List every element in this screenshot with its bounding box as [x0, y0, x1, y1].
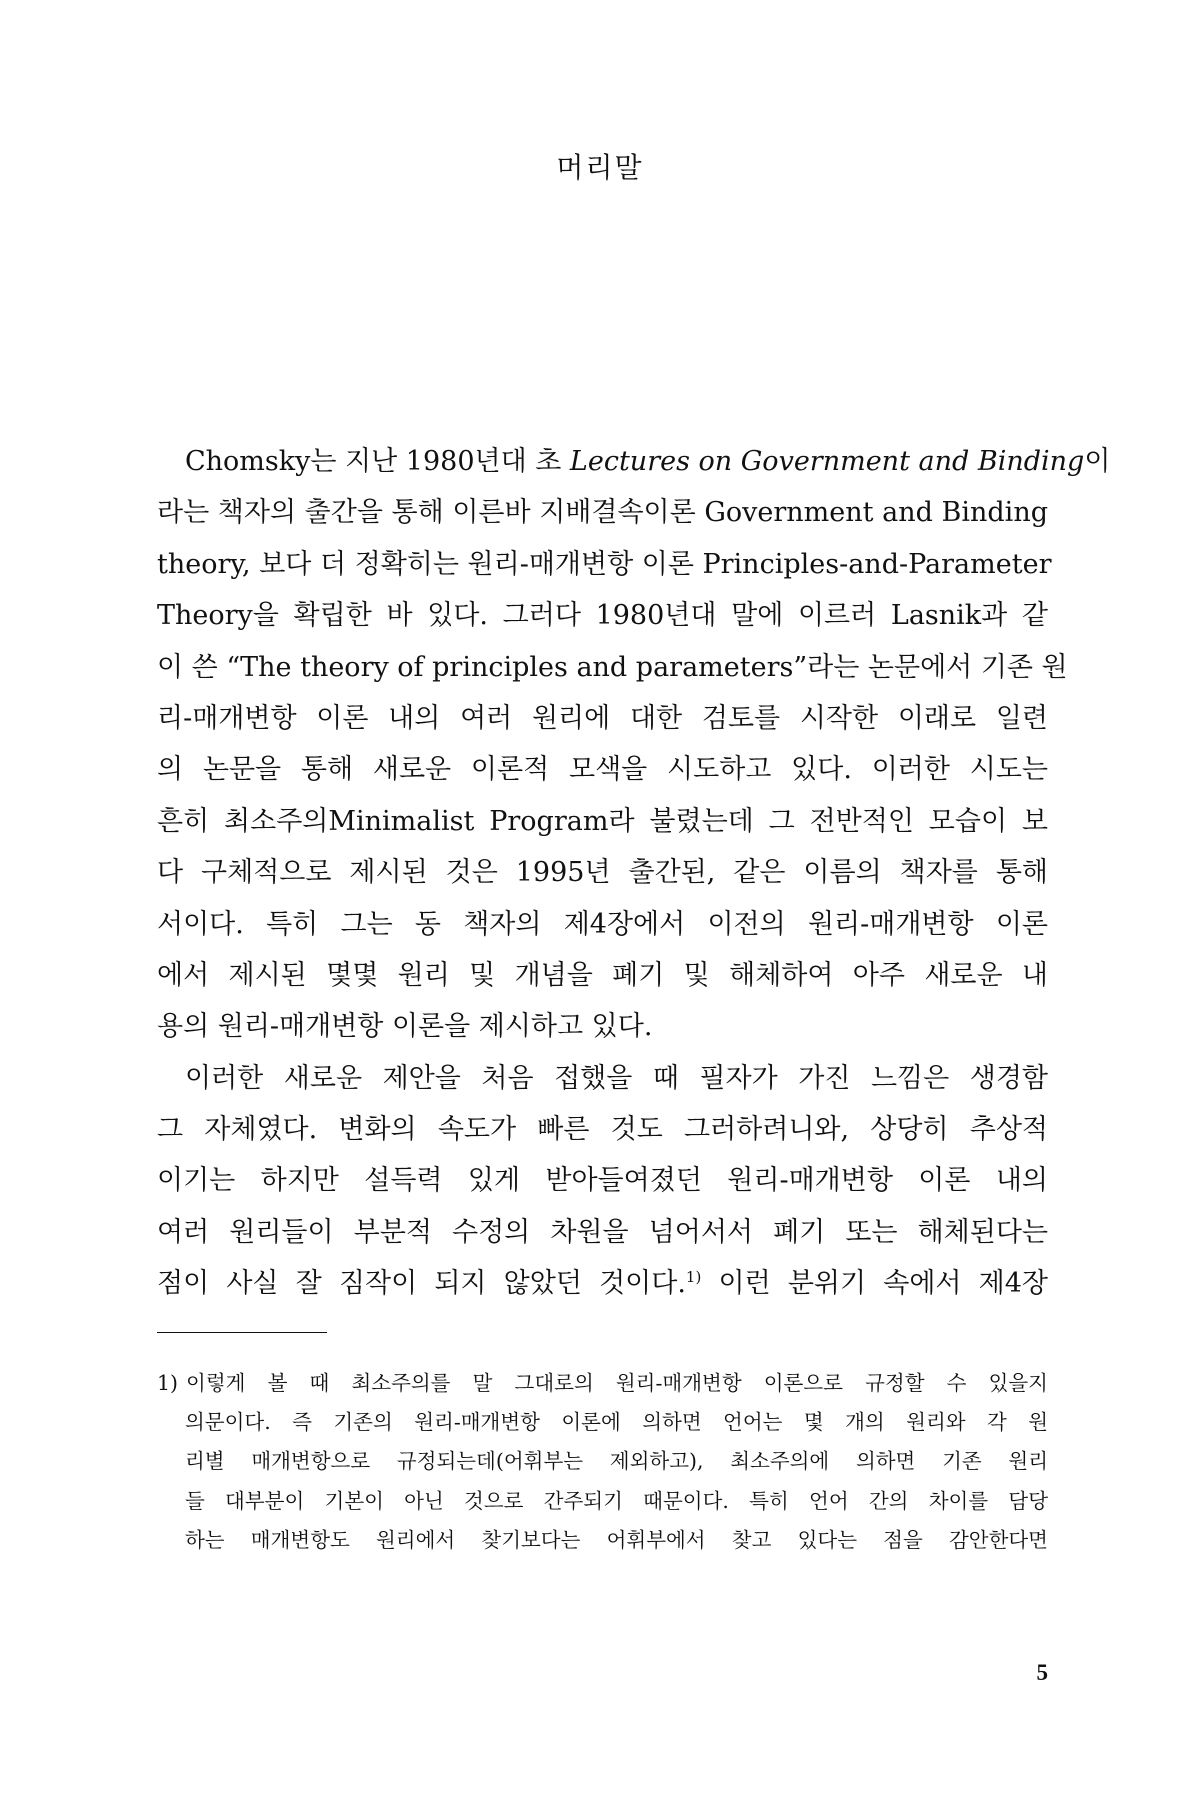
body-line: 흔히 최소주의Minimalist Program라 불렸는데 그 전반적인 모습이 보: [157, 805, 1048, 837]
body-text-segment: 점이 사실 잘 짐작이 되지 않았던 것이다.: [157, 1268, 686, 1300]
body-line: 리-매개변항 이론 내의 여러 원리에 대한 검토를 시작한 이래로 일련: [157, 702, 1048, 734]
body-text-segment: Chomsky는 지난 1980년대 초: [185, 446, 570, 477]
footnote-line: [157, 1364, 1048, 1403]
body-text-segment: 이: [1084, 446, 1111, 477]
footnote-line: 리별 매개변항으로 규정되는데(어휘부는 제외하고), 최소주의에 의하면 기존 원리: [185, 1449, 1048, 1474]
body-line: Theory을 확립한 바 있다. 그러다 1980년대 말에 이르러 Lasnik과 같: [157, 600, 1048, 632]
body-line: 에서 제시된 몇몇 원리 및 개념을 폐기 및 해체하여 아주 새로운 내: [157, 959, 1048, 991]
footnote-line: 의문이다. 즉 기존의 원리-매개변항 이론에 의하면 언어는 몇 개의 원리와 각 원: [185, 1410, 1048, 1435]
body-line: 의 논문을 통해 새로운 이론적 모색을 시도하고 있다. 이러한 시도는: [157, 754, 1048, 786]
page-title: 머리말: [556, 151, 644, 184]
body-line: 이러한 새로운 제안을 처음 접했을 때 필자가 가진 느낌은 생경함: [185, 1062, 1048, 1094]
body-line: 용의 원리-매개변항 이론을 제시하고 있다.: [157, 1011, 653, 1043]
body-line: 그 자체였다. 변화의 속도가 빠른 것도 그러하려니와, 상당히 추상적: [157, 1114, 1048, 1146]
book-title-italic: Lectures on Government and Binding: [569, 446, 1085, 477]
body-line: 이기는 하지만 설득력 있게 받아들여졌던 원리-매개변항 이론 내의: [157, 1165, 1048, 1197]
footnote-line: 하는 매개변항도 원리에서 찾기보다는 어휘부에서 찾고 있다는 점을 감안한다면: [185, 1527, 1048, 1552]
page-number: 5: [1036, 1660, 1048, 1685]
main-body-text: [157, 436, 1111, 1310]
footnote: [157, 1364, 1048, 1560]
body-line: 여러 원리들이 부분적 수정의 차원을 넘어서서 폐기 또는 해체된다는: [157, 1216, 1048, 1248]
footnote-number: 1): [157, 1371, 179, 1395]
body-text-segment: 이런 분위기 속에서 제4장: [701, 1268, 1049, 1300]
body-line: [157, 1258, 1048, 1309]
body-line: 서이다. 특히 그는 동 책자의 제4장에서 이전의 원리-매개변항 이론: [157, 908, 1048, 940]
body-line: [157, 436, 1111, 487]
footnote-line: 들 대부분이 기본이 아닌 것으로 간주되기 때문이다. 특히 언어 간의 차이를 담당: [185, 1488, 1048, 1513]
body-line: 이 쓴 “The theory of principles and parameters”라는 논문에서 기존 원: [157, 651, 1068, 683]
footnote-text: 이렇게 볼 때 최소주의를 말 그대로의 원리-매개변항 이론으로 규정할 수 있을지: [186, 1371, 1048, 1395]
body-line: 라는 책자의 출간을 통해 이른바 지배결속이론 Government and Binding: [157, 497, 1048, 529]
body-line: theory, 보다 더 정확히는 원리-매개변항 이론 Principles-and-Parameter: [157, 548, 1052, 580]
footnote-divider: [157, 1332, 327, 1333]
body-line: 다 구체적으로 제시된 것은 1995년 출간된, 같은 이름의 책자를 통해: [157, 857, 1048, 889]
footnote-reference[interactable]: 1): [685, 1268, 702, 1287]
